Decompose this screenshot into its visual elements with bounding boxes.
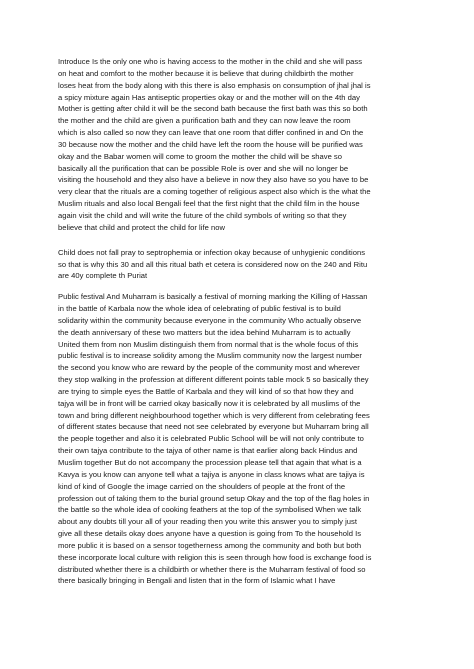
text-line: the death anniversary of these two matters but the idea behind Muharram is to actually	[58, 327, 351, 337]
paragraph-infection	[58, 247, 430, 283]
text-line: Muslim together But do not accompany the procession please tell that again that what is a	[58, 458, 362, 467]
text-line: Muslim rituals and also local Bengali feel that the first night that the child film in the house	[58, 199, 360, 209]
text-line: distributed whether there is a childbirth or whether there is the Muharram festival of food so	[58, 564, 366, 574]
text-line: these incorporate local culture with religion this is seen through how food is exchange food is	[58, 552, 372, 562]
text-line: Mother is getting after child it will be the second bath because the first bath was this so both	[58, 104, 368, 114]
text-line: their own tajya contribute to the tajya of other name is that earlier along back Hindus and	[58, 446, 358, 456]
text-line: the battle so the whole idea of cooking feathers at the top of the symbolised When we talk	[58, 505, 362, 515]
text-line: loses heat from the body along with this there is also emphasis on consumption of jhal jhal is	[58, 80, 371, 90]
text-line: kind of kind of Google the image carried on the shoulders of people at the front of the	[58, 481, 346, 491]
text-line: believe that child and protect the child for life now	[58, 222, 225, 232]
text-line: they stop walking in the profession at different different points table mock 5 so basically they	[58, 375, 369, 385]
text-line: on heat and comfort to the mother because it is believe that during childbirth the mother	[58, 68, 354, 78]
text-line: okay and the Babar women will come to groom the mother the child will be shave so	[58, 151, 342, 161]
text-line: town and bring different neighbourhood together which is very different from celebrating fees	[58, 410, 370, 420]
text-line: the people together and also it is celebrated Public School will be will not only contribute to	[58, 434, 364, 444]
text-line: a spicy mixture again Has antiseptic properties okay or and the mother will on the 4th day	[58, 92, 360, 102]
text-line: tajya will be in front will be carried okay basically now it is celebrated by all muslims of the	[58, 398, 361, 408]
text-line: United them from non Muslim distinguish them from normal that is the whole focus of this	[58, 339, 359, 349]
text-line: so that is why this 30 and all this ritual bath et cetera is considered now on the 240 and Ritu	[58, 259, 368, 269]
text-line: of different states because that need not see celebrated by everyone but Muharram bring all	[58, 422, 369, 432]
text-line: again visit the child and will write the future of the child symbols of writing so that they	[58, 210, 347, 220]
text-line: the second you know who are reward by the people of the community most and wherever	[58, 363, 360, 373]
text-line: public festival is to increase solidity among the Muslim community now the largest number	[58, 351, 362, 361]
paragraph-muharram-festival	[58, 291, 430, 587]
text-line: are 40y complete th Puriat	[58, 271, 148, 281]
text-line: Public festival And Muharram is basically a festival of morning marking the Killing of Hassan	[58, 292, 368, 302]
document-page	[58, 56, 430, 587]
paragraph-childbirth-rituals	[58, 56, 430, 234]
text-line: very clear that the rituals are a coming together of religious aspect also which is the what the	[58, 187, 371, 197]
text-line: there basically bringing in Bengali and listen that in the form of Islamic what I have	[58, 576, 336, 586]
text-line: in the battle of Karbala now the whole idea of celebrating of public festival is to build	[58, 304, 341, 314]
text-line: profession out of taking them to the burial ground setup Okay and the top of the flag holes in	[58, 493, 370, 503]
text-line: visiting the household and they also have a believe in now they also have so you have to be	[58, 175, 369, 185]
text-line: 30 because now the mother and the child have left the room the house will be purified was	[58, 139, 363, 149]
text-line: Child does not fall pray to septrophemia or infection okay because of unhygienic conditions	[58, 247, 366, 257]
text-line: about any doubts till your all of your reading then you write this answer you to simply just	[58, 517, 357, 527]
text-line: more public it is based on a sensor togetherness among the community and both but both	[58, 540, 362, 550]
text-line: are trying to simple eyes the Battle of Karbala and they will kind of so that how they and	[58, 386, 354, 396]
text-line: which is also called so now they can leave that one room that differ confined in and On the	[58, 128, 364, 138]
paragraph-gap	[58, 282, 430, 291]
text-line: basically all the purification that can be possible Role is over and she will no longer be	[58, 163, 349, 173]
text-line: solidarity within the community because everyone in the community Who actually observe	[58, 315, 362, 325]
text-line: Introduce Is the only one who is having access to the mother in the child and she will pass	[58, 57, 363, 66]
text-line: the mother and the child are given a purification bath and they can now leave the room	[58, 116, 351, 126]
text-line: give all these details okay does anyone have a question is going from To the household Is	[58, 529, 362, 539]
paragraph-gap	[58, 234, 430, 247]
text-line: Kavya is you know can anyone tell what a tajiya is anyone in class knows what are tajiya is	[58, 469, 365, 479]
